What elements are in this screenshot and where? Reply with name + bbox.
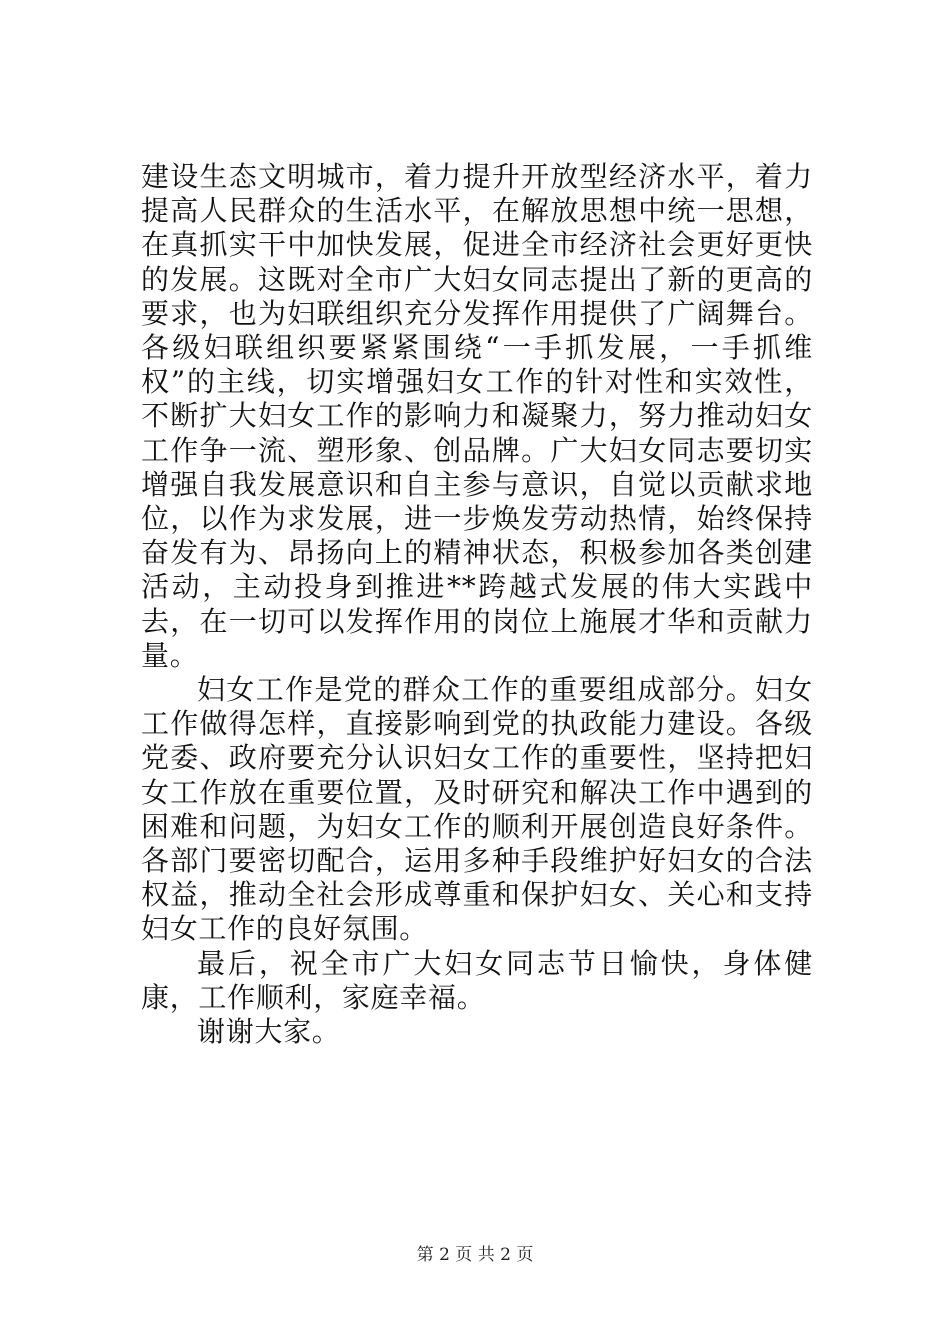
paragraph-1: 建设生态文明城市，着力提升开放型经济水平，着力提高人民群众的生活水平，在解放思想中统一思想，在真抓实干中加快发展，促进全市经济社会更好更快的发展。这既对全市广大妇女同志提出了新的更高的要求，也为妇联组织充分发挥作用提供了广阔舞台。各级妇联组织要紧紧围绕“一手抓发展，一手抓维权”的主线，切实增强妇女工作的针对性和实效性，不断扩大妇女工作的影响力和凝聚力，努力推动妇女工作争一流、塑形象、创品牌。广大妇女同志要切实增强自我发展意识和自主参与意识，自觉以贡献求地位，以作为求发展，进一步焕发劳动热情，始终保持奋发有为、昂扬向上的精神状态，积极参加各类创建活动，主动投身到推进**跨越式发展的伟大实践中去，在一切可以发挥作用的岗位上施展才华和贡献力量。 bbox=[141, 160, 813, 672]
paragraph-4: 谢谢大家。 bbox=[197, 1015, 341, 1049]
paragraph-3: 最后，祝全市广大妇女同志节日愉快，身体健康，工作顺利，家庭幸福。 bbox=[141, 946, 813, 1014]
page-number-footer: 第 2 页 共 2 页 bbox=[416, 1245, 534, 1265]
paragraph-2: 妇女工作是党的群众工作的重要组成部分。妇女工作做得怎样，直接影响到党的执政能力建设。各级党委、政府要充分认识妇女工作的重要性，坚持把妇女工作放在重要位置，及时研究和解决工作中遇到的困难和问题，为妇女工作的顺利开展创造良好条件。各部门要密切配合，运用多种手段维护好妇女的合法权益，推动全社会形成尊重和保护妇女、关心和支持妇女工作的良好氛围。 bbox=[141, 673, 813, 946]
document-body bbox=[141, 160, 813, 1049]
